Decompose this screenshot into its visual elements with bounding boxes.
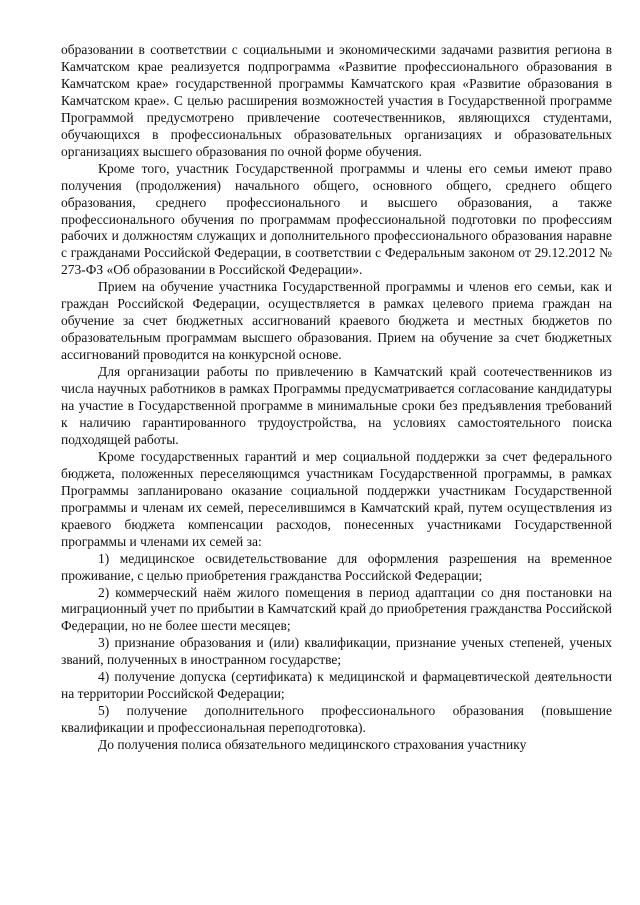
paragraph-scientists: Для организации работы по привлечению в Камчатский край соотечественников из числа научных работников в рамках Программы предусматривается согласование кандидатуры на участие в Государственной программе в минимальные сроки без предъявления требований к наличию гарантированного трудоустройства, на условиях самостоятельного поиска подходящей работы.: [61, 364, 612, 447]
paragraph-social-support: Кроме государственных гарантий и мер социальной поддержки за счет федерального бюджета, положенных переселяющимся участникам Государственной программы, в рамках Программы запланировано оказание социальной поддержки участникам Государственной программы и членам их семей, переселившимся в Камчатский край, путем осуществления из краевого бюджета компенсации расходов, понесенных участниками Государственной программы и членами их семей за:: [61, 448, 612, 549]
paragraph-right-to-education: Кроме того, участник Государственной программы и члены его семьи имеют право получения (продолжения) начального общего, основного общего, среднего общего образования, среднего профессионального и высшего образования, а также профессионального обучения по программам профессиональной подготовки по профессиям рабочих и должностям служащих и дополнительного профессионального образования наравне с гражданами Российской Федерации, в соответствии с Федеральным законом от 29.12.2012 № 273-ФЗ «Об образовании в Российской Федерации».: [61, 160, 612, 278]
list-item-3: 3) признание образования и (или) квалификации, признание ученых степеней, ученых званий, полученных в иностранном государстве;: [61, 635, 612, 668]
paragraph-education-subprogram: образовании в соответствии с социальными и экономическими задачами развития региона в Камчатском крае реализуется подпрограмма «Развитие профессионального образования в Камчатском крае» государственной программы Камчатского края «Развитие образования в Камчатском крае». С целью расширения возможностей участия в Государственной программе Программой предусмотрено привлечение соотечественников, являющихся студентами, обучающихся в профессиональных образовательных организациях и образовательных организациях высшего образования по очной форме обучения.: [61, 42, 612, 159]
list-item-4: 4) получение допуска (сертификата) к медицинской и фармацевтической деятельности на территории Российской Федерации;: [61, 669, 612, 702]
list-item-2: 2) коммерческий наём жилого помещения в период адаптации со дня постановки на миграционный учет по прибытии в Камчатский край до приобретения гражданства Российской Федерации, но не более шести месяцев;: [61, 584, 612, 634]
paragraph-admission: Прием на обучение участника Государственной программы и членов его семьи, как и граждан Российской Федерации, осуществляется в рамках целевого приема граждан на обучение за счет бюджетных ассигнований краевого бюджета и местных бюджетов по образовательным программам высшего образования. Прием на обучение за счет бюджетных ассигнований проводится на конкурсной основе.: [61, 279, 612, 363]
list-item-5: 5) получение дополнительного профессионального образования (повышение квалификации и профессиональная переподготовка).: [61, 703, 612, 736]
paragraph-insurance: До получения полиса обязательного медицинского страхования участнику: [98, 737, 527, 753]
list-item-1: 1) медицинское освидетельствование для оформления разрешения на временное проживание, с целью приобретения гражданства Российской Федерации;: [61, 550, 612, 583]
document-page: [61, 42, 612, 754]
